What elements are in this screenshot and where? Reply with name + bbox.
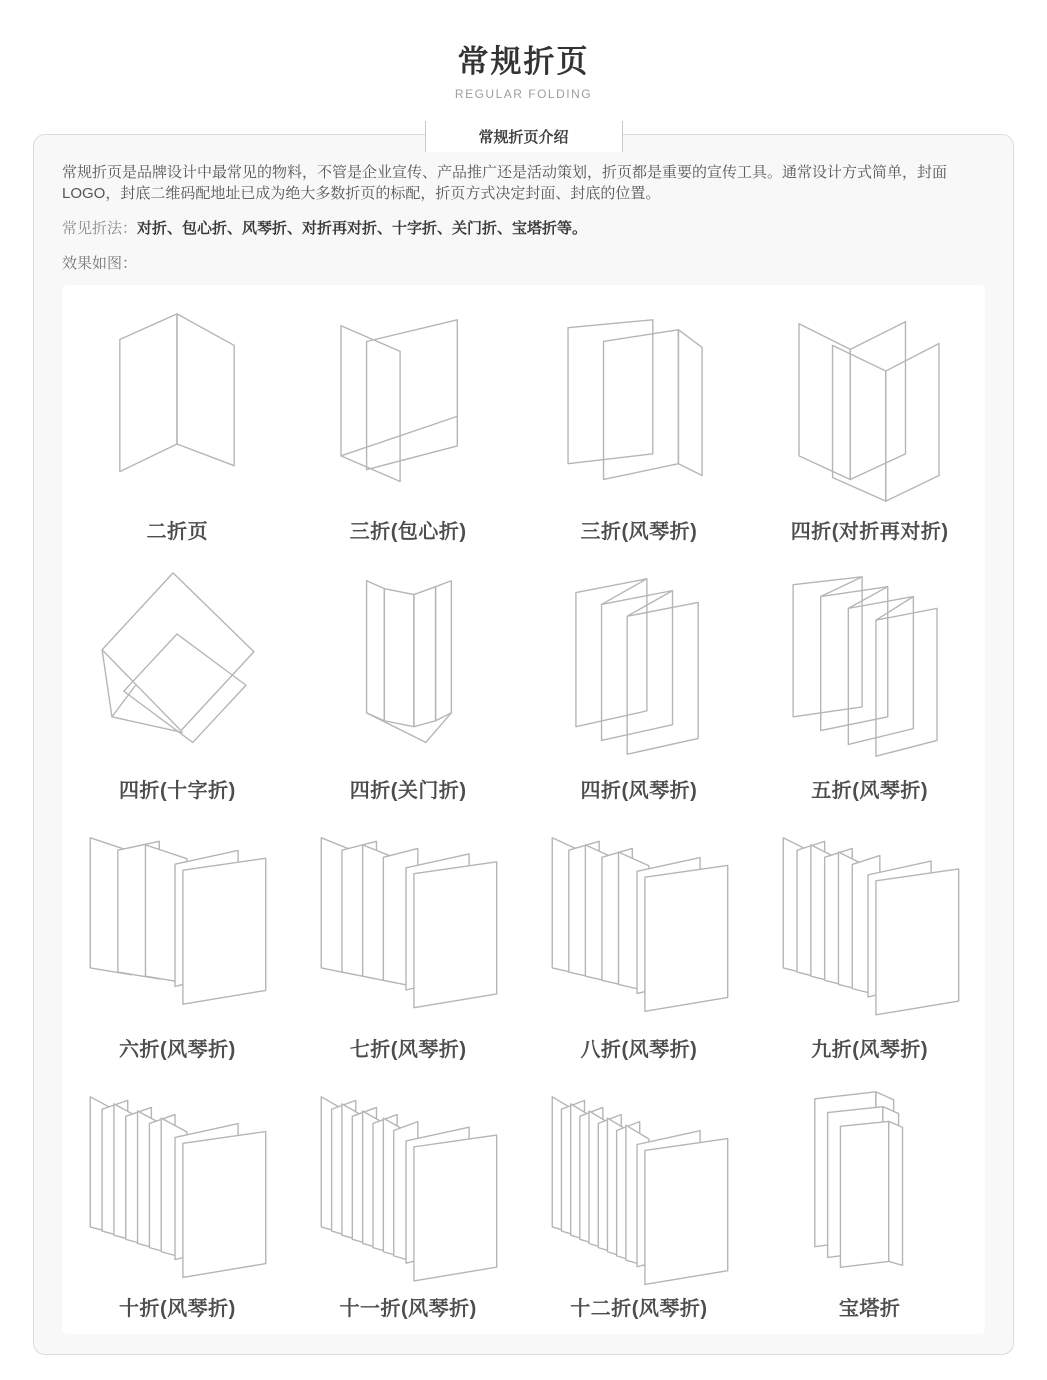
fold-diagram-svg <box>77 1083 277 1290</box>
fold-label: 六折(风琴折) <box>118 1039 236 1061</box>
fold-diagram <box>77 565 277 772</box>
fold-item <box>62 550 293 809</box>
fold-diagram-svg <box>308 565 508 772</box>
fold-label: 三折(包心折) <box>349 521 467 543</box>
fold-label: 十一折(风琴折) <box>339 1298 477 1320</box>
intro-paragraph: 常规折页是品牌设计中最常见的物料，不管是企业宣传、产品推广还是活动策划，折页都是重要的宣传工具。通常设计方式简单，封面LOGO，封底二维码配地址已成为绝大多数折页的标配，折页方式决定封面、封底的位置。 <box>62 164 948 202</box>
fold-diagram <box>539 306 739 513</box>
methods-list: 对折、包心折、风琴折、对折再对折、十字折、关门折、宝塔折等。 <box>137 220 588 237</box>
fold-diagram <box>539 565 739 772</box>
fold-item <box>754 1068 985 1327</box>
fold-diagram <box>770 565 970 772</box>
fold-item <box>524 550 755 809</box>
fold-item <box>293 550 524 809</box>
fold-item <box>62 291 293 550</box>
fold-diagram-svg <box>308 824 508 1031</box>
fold-diagram <box>539 824 739 1031</box>
intro-box <box>33 129 1014 1355</box>
fold-diagram-svg <box>539 306 739 513</box>
fold-diagram <box>308 824 508 1031</box>
page-header <box>0 0 1047 101</box>
fold-diagram <box>770 306 970 513</box>
fold-diagram-svg <box>308 306 508 513</box>
fold-diagram-svg <box>77 824 277 1031</box>
fold-diagram <box>77 1083 277 1290</box>
fold-item <box>524 291 755 550</box>
fold-item <box>754 809 985 1068</box>
effect-label: 效果如图： <box>62 255 138 272</box>
fold-label: 十折(风琴折) <box>118 1298 236 1320</box>
fold-diagram <box>770 1083 970 1290</box>
fold-item <box>754 291 985 550</box>
fold-diagram-svg <box>539 1083 739 1290</box>
fold-diagram <box>539 1083 739 1290</box>
fold-item <box>524 1068 755 1327</box>
fold-diagram <box>77 824 277 1031</box>
fold-label: 二折页 <box>146 521 209 543</box>
fold-label: 七折(风琴折) <box>349 1039 467 1061</box>
fold-item <box>524 809 755 1068</box>
fold-diagram <box>770 824 970 1031</box>
fold-diagram-svg <box>77 565 277 772</box>
fold-diagram <box>308 1083 508 1290</box>
fold-label: 十二折(风琴折) <box>570 1298 708 1320</box>
fold-item <box>62 809 293 1068</box>
fold-item <box>62 1068 293 1327</box>
fold-label: 四折(对折再对折) <box>790 521 949 543</box>
fold-item <box>293 809 524 1068</box>
fold-label: 五折(风琴折) <box>811 780 929 802</box>
fold-diagram-svg <box>77 306 277 513</box>
fold-diagram-svg <box>308 1083 508 1290</box>
methods-line <box>62 218 985 239</box>
fold-diagram <box>77 306 277 513</box>
fold-item <box>293 291 524 550</box>
fold-label: 三折(风琴折) <box>580 521 698 543</box>
page-subtitle: REGULAR FOLDING <box>454 87 593 101</box>
fold-item <box>293 1068 524 1327</box>
fold-label: 四折(关门折) <box>349 780 467 802</box>
fold-label: 四折(十字折) <box>118 780 236 802</box>
section-label: 常规折页介绍 <box>424 121 622 152</box>
fold-label: 九折(风琴折) <box>811 1039 929 1061</box>
page-title: 常规折页 <box>457 44 590 79</box>
fold-label: 宝塔折 <box>838 1298 901 1320</box>
folds-grid <box>62 291 985 1334</box>
fold-diagram <box>308 565 508 772</box>
fold-diagram-svg <box>770 565 970 772</box>
methods-label: 常见折法： <box>62 220 138 237</box>
fold-diagram-svg <box>539 824 739 1031</box>
fold-diagram-svg <box>539 565 739 772</box>
fold-label: 八折(风琴折) <box>580 1039 698 1061</box>
fold-diagram-svg <box>770 306 970 513</box>
fold-label: 四折(风琴折) <box>580 780 698 802</box>
fold-diagram <box>308 306 508 513</box>
folds-panel <box>62 285 985 1334</box>
fold-diagram-svg <box>770 1083 970 1290</box>
fold-diagram-svg <box>770 824 970 1031</box>
fold-item <box>754 550 985 809</box>
